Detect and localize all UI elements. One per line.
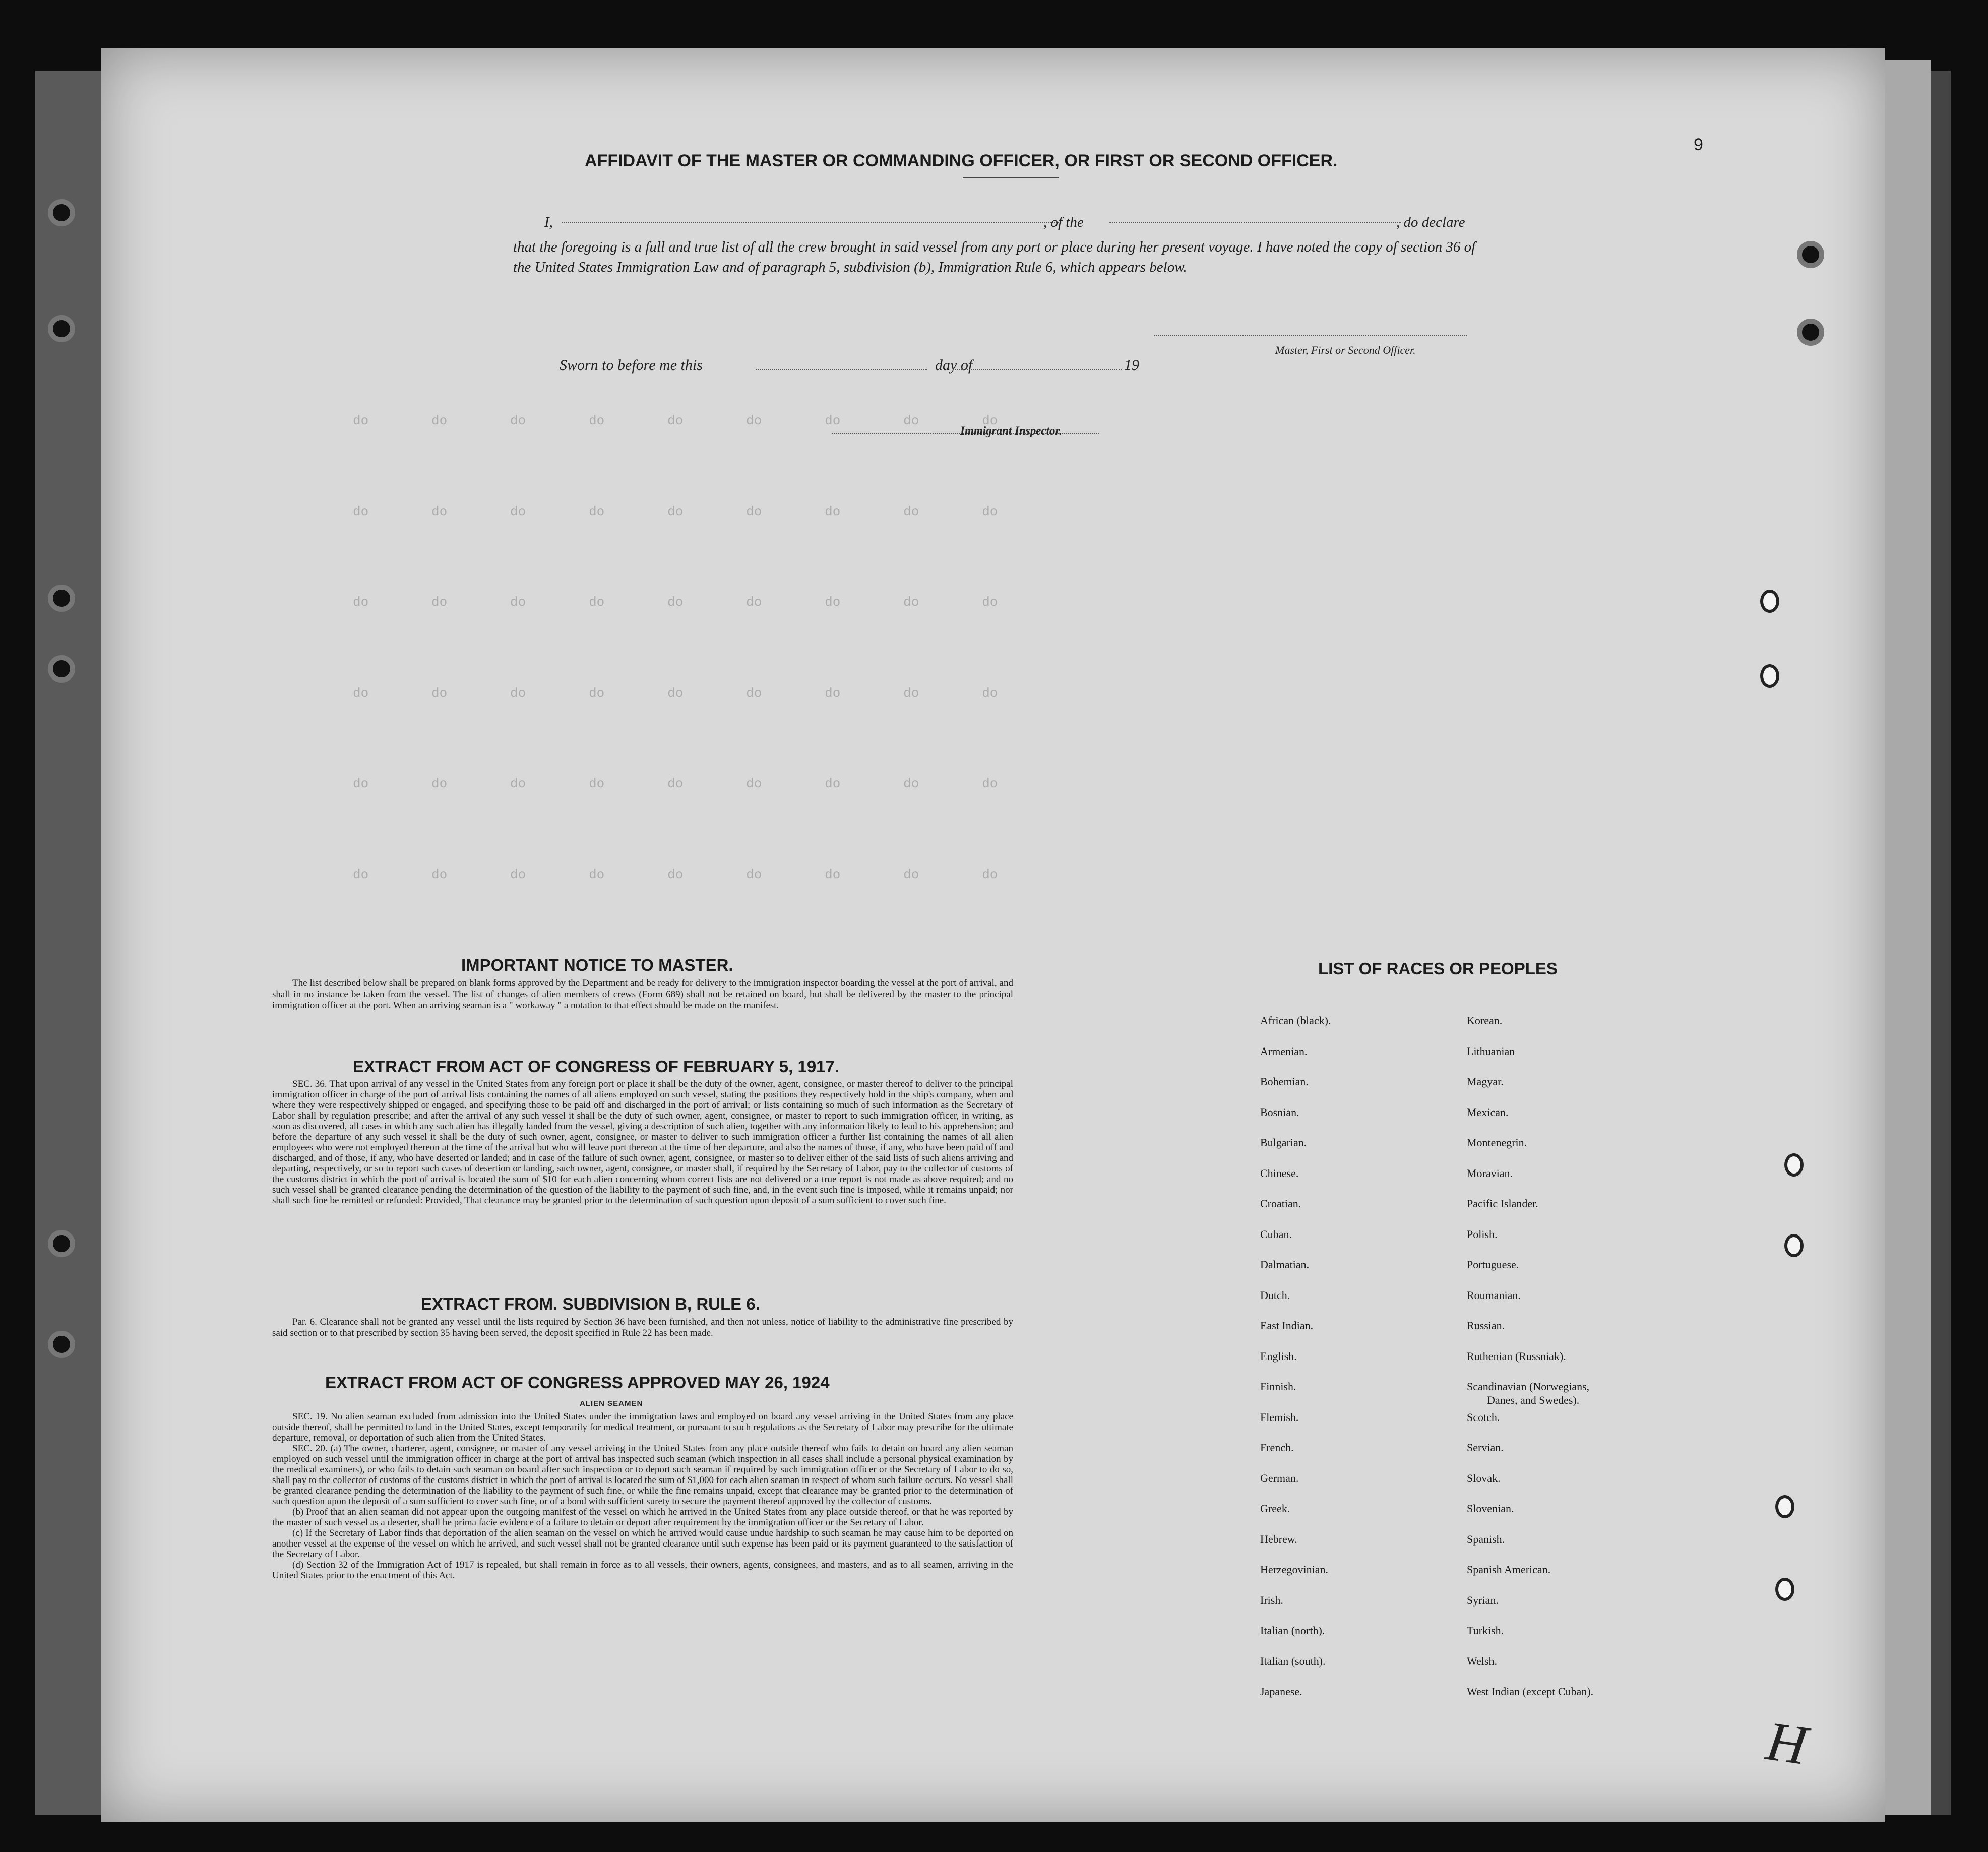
vessel-blank[interactable] <box>1109 222 1401 223</box>
race-item: Spanish. <box>1467 1532 1505 1546</box>
race-item: African (black). <box>1260 1014 1331 1027</box>
page-edge <box>1885 60 1931 1815</box>
punch-hole <box>1784 1234 1804 1257</box>
rule6-title: EXTRACT FROM. SUBDIVISION B, RULE 6. <box>421 1294 760 1313</box>
sec20b-text: (b) Proof that an alien seaman did not appear upon the outgoing manifest of the vessel on which he arrived in the United States from any place outside thereof, or that he was reported by the master of such vessel as a deserter, shall be prima facie evidence of a failure to detain or deport after requirement by the immigration officer or the Secretary of Labor. <box>272 1507 1013 1528</box>
race-item: Moravian. <box>1467 1166 1513 1180</box>
race-item: Slovak. <box>1467 1471 1501 1485</box>
binding-hole <box>48 1230 75 1257</box>
race-item: Hebrew. <box>1260 1532 1297 1546</box>
month-blank[interactable] <box>955 369 1122 370</box>
affidavit-i: I, <box>544 214 553 230</box>
race-item: Japanese. <box>1260 1685 1302 1698</box>
race-item: Bosnian. <box>1260 1105 1299 1119</box>
binding-hole <box>48 585 75 612</box>
bleed-through: do do do do do do do do do <box>353 413 998 428</box>
margin-handwriting: H <box>1762 1710 1811 1776</box>
race-item: West Indian (except Cuban). <box>1467 1685 1594 1698</box>
race-item: Magyar. <box>1467 1075 1504 1088</box>
race-item: Cuban. <box>1260 1227 1292 1241</box>
race-item: Italian (south). <box>1260 1654 1326 1668</box>
page-edge-dark <box>1931 71 1951 1815</box>
punch-hole <box>1760 664 1779 688</box>
day-of-label: day of <box>935 357 973 374</box>
signature-blank[interactable] <box>1154 335 1467 336</box>
race-item: Montenegrin. <box>1467 1136 1527 1149</box>
bleed-through: do do do do do do do do do <box>353 686 998 701</box>
sec20a-text: SEC. 20. (a) The owner, charterer, agent, consignee, or master of any vessel arriving in the United States from any place outside thereof who fails to detain on board any alien seaman employed on such vessel until the immigration officer in charge at the port of arrival has inspected such seaman (which inspection in all cases shall include a personal physical examination by the medical examiners), or who fails to detain such seaman on board after such inspection or to deport such seaman if required by such immigration officer or the Secretary of Labor to do so, shall pay to the collector of customs of the customs district in which the port of arrival is located the sum of $1,000 for each alien seaman in respect of whom such failure occurs. No vessel shall be granted clearance pending the determination of the liability to the payment of such fine, or while the fine remains unpaid, except that clearance may be granted prior to the determination of such question upon the deposit of a sum sufficient to cover such fine, or of a bond with sufficient surety to secure the payment thereof approved by the collector of customs. <box>272 1443 1013 1507</box>
bleed-through: do do do do do do do do do <box>353 504 998 519</box>
punch-hole <box>1784 1153 1804 1177</box>
race-item: Portuguese. <box>1467 1258 1519 1271</box>
affidavit-declare: , do declare <box>1396 214 1465 230</box>
race-item: East Indian. <box>1260 1319 1314 1332</box>
sworn-day-blank[interactable] <box>756 369 927 370</box>
bleed-through: do do do do do do do do do <box>353 867 998 882</box>
race-item: French. <box>1260 1441 1294 1454</box>
race-item: Spanish American. <box>1467 1563 1551 1576</box>
extract-1924-text <box>272 1411 1013 1581</box>
race-item: Scotch. <box>1467 1410 1500 1424</box>
race-item: Bulgarian. <box>1260 1136 1307 1149</box>
race-item: Russian. <box>1467 1319 1505 1332</box>
bleed-through: do do do do do do do do do <box>353 595 998 610</box>
race-item: Ruthenian (Russniak). <box>1467 1349 1566 1363</box>
race-item: Bohemian. <box>1260 1075 1309 1088</box>
races-title: LIST OF RACES OR PEOPLES <box>1318 959 1558 978</box>
alien-seamen-label: ALIEN SEAMEN <box>580 1399 643 1408</box>
race-item: Pacific Islander. <box>1467 1197 1538 1210</box>
race-item: Roumanian. <box>1467 1288 1521 1302</box>
punch-hole <box>1775 1578 1794 1601</box>
notice-title: IMPORTANT NOTICE TO MASTER. <box>461 956 733 974</box>
race-item: Dutch. <box>1260 1288 1290 1302</box>
extract-1924-title: EXTRACT FROM ACT OF CONGRESS APPROVED MAY 26, 1924 <box>325 1373 830 1392</box>
bleed-through: do do do do do do do do do <box>353 776 998 791</box>
race-item: Flemish. <box>1260 1410 1299 1424</box>
race-item: Slovenian. <box>1467 1502 1514 1515</box>
extract-1917-text: SEC. 36. That upon arrival of any vessel in the United States from any foreign port or place it shall be the duty of the owner, agent, consignee, or master thereof to deliver to the principal immigration officer in charge of the port of arrival lists containing the names of all aliens employed on such vessel, stating the positions they respectively hold in the ship's company, when and where they were respectively shipped or engaged, and specifying those to be paid off and discharged in the port of arrival; or lists containing so much of such information as the Secretary of Labor shall by regulation prescribe; and after the arrival of any such vessel it shall be the duty of such owner, agent, consignee, or master to report to such immigration officer, in writing, as soon as discovered, all cases in which any such alien has illegally landed from the vessel, giving a description of such alien, together with any information likely to lead to his apprehension; and before the departure of any such vessel it shall be the duty of such owner, agent, consignee, or master to deliver to such immigration officer a further list containing the names of all alien employees who were not employed thereon at the time of the arrival but who will leave port thereon at the time of her departure, and also the names of those, if any, who have been paid off and discharged, and of those, if any, who have deserted or landed; and in case of the failure of such owner, agent, consignee, or master so to deliver either of the said lists of such aliens arriving and departing, respectively, or so to report such cases of desertion or landing, such owner, agent, consignee, or master shall, if required by the Secretary of Labor, pay to the collector of customs of the customs district in which the port of arrival is located the sum of $10 for each alien concerning whom correct lists are not delivered or a true report is not made as above required; and no such vessel shall be granted clearance pending the determination of the question of the liability to the payment of such fine, and, in the event such fine is imposed, while it remains unpaid; nor shall such fine be remitted or refunded: Provided, That clearance may be granted prior to the determination of such question upon deposit of a sum sufficient to cover such fine. <box>272 1079 1013 1206</box>
race-item: German. <box>1260 1471 1299 1485</box>
affidavit-of-the: , of the <box>1043 214 1084 230</box>
race-item: Chinese. <box>1260 1166 1299 1180</box>
binding-hole <box>1797 241 1824 268</box>
notice-text: The list described below shall be prepared on blank forms approved by the Department and be ready for delivery to the immigration inspector boarding the vessel at the port of arrival, and shall in no instance be taken from the vessel. The list of changes of alien members of crews (Form 689) shall not be retained on board, but shall be delivered by the master to the principal immigration officer at the port. When an arriving seaman is a " workaway " a notation to that effect should be made on the manifest. <box>272 978 1013 1011</box>
binding-hole <box>1797 319 1824 346</box>
race-item: Syrian. <box>1467 1593 1499 1607</box>
sec19-text: SEC. 19. No alien seaman excluded from admission into the United States under the immigration laws and employed on board any vessel arriving in the United States from any place outside thereof, shall be permitted to land in the United States, except temporarily for medical treatment, or pursuant to such regulations as the Secretary of Labor may prescribe for the ultimate departure, removal, or deportation of such alien from the United States. <box>272 1411 1013 1443</box>
binding-hole <box>48 655 75 683</box>
affidavit-title: AFFIDAVIT OF THE MASTER OR COMMANDING OFFICER, OR FIRST OR SECOND OFFICER. <box>585 151 1338 170</box>
race-item: Servian. <box>1467 1441 1504 1454</box>
race-item: Dalmatian. <box>1260 1258 1310 1271</box>
punch-hole <box>1760 590 1779 613</box>
race-item: Welsh. <box>1467 1654 1497 1668</box>
race-item: Finnish. <box>1260 1380 1296 1393</box>
extract-1917-title: EXTRACT FROM ACT OF CONGRESS OF FEBRUARY 5, 1917. <box>353 1057 840 1076</box>
name-blank[interactable] <box>562 222 1061 223</box>
race-item: English. <box>1260 1349 1297 1363</box>
race-item: Herzegovinian. <box>1260 1563 1328 1576</box>
rule6-text: Par. 6. Clearance shall not be granted any vessel until the lists required by Section 36 have been furnished, and then not unless, notice of liability to the administrative fine prescribed by said section or to that prescribed by section 35 having been served, the deposit specified in Rule 22 has been made. <box>272 1317 1013 1338</box>
binding-hole <box>48 1331 75 1358</box>
signature-label: Master, First or Second Officer. <box>1275 344 1416 356</box>
title-rule <box>963 177 1059 178</box>
race-item: Scandinavian (Norwegians, <box>1467 1380 1590 1393</box>
race-item: Greek. <box>1260 1502 1290 1515</box>
sec20c-text: (c) If the Secretary of Labor finds that deportation of the alien seaman on the vessel on which he arrived would cause undue hardship to such seaman he may cause him to be deported on another vessel at the expense of the vessel on which he arrived, and such vessel shall not be granted clearance until such expense has been paid or its payment guaranteed to the satisfaction of the Secretary of Labor. <box>272 1528 1013 1560</box>
race-item: Irish. <box>1260 1593 1283 1607</box>
race-item: Lithuanian <box>1467 1044 1515 1058</box>
race-item: Croatian. <box>1260 1197 1301 1210</box>
inspector-label: Immigrant Inspector. <box>960 424 1062 437</box>
page-number: 9 <box>1694 135 1703 154</box>
race-item: Italian (north). <box>1260 1624 1325 1637</box>
race-item: Polish. <box>1467 1227 1498 1241</box>
affidavit-text: that the foregoing is a full and true list of all the crew brought in said vessel from any port or place during her present voyage. I have noted the copy of section 36 of the United States Immigration Law and of paragraph 5, subdivision (b), Immigration Rule 6, which appears below. <box>513 239 1476 275</box>
binding-hole <box>48 315 75 342</box>
race-item: Turkish. <box>1467 1624 1504 1637</box>
race-item: Armenian. <box>1260 1044 1308 1058</box>
year-label: 19 <box>1124 357 1139 374</box>
race-item: Korean. <box>1467 1014 1503 1027</box>
binding-hole <box>48 199 75 226</box>
race-item: Danes, and Swedes). <box>1487 1394 1580 1406</box>
sec20d-text: (d) Section 32 of the Immigration Act of 1917 is repealed, but shall remain in force as to all vessels, their owners, agents, consignees, and masters, and as to all seamen, arriving in the United States prior to the enactment of this Act. <box>272 1560 1013 1581</box>
punch-hole <box>1775 1495 1794 1518</box>
sworn-label: Sworn to before me this <box>560 357 703 374</box>
race-item: Mexican. <box>1467 1105 1509 1119</box>
